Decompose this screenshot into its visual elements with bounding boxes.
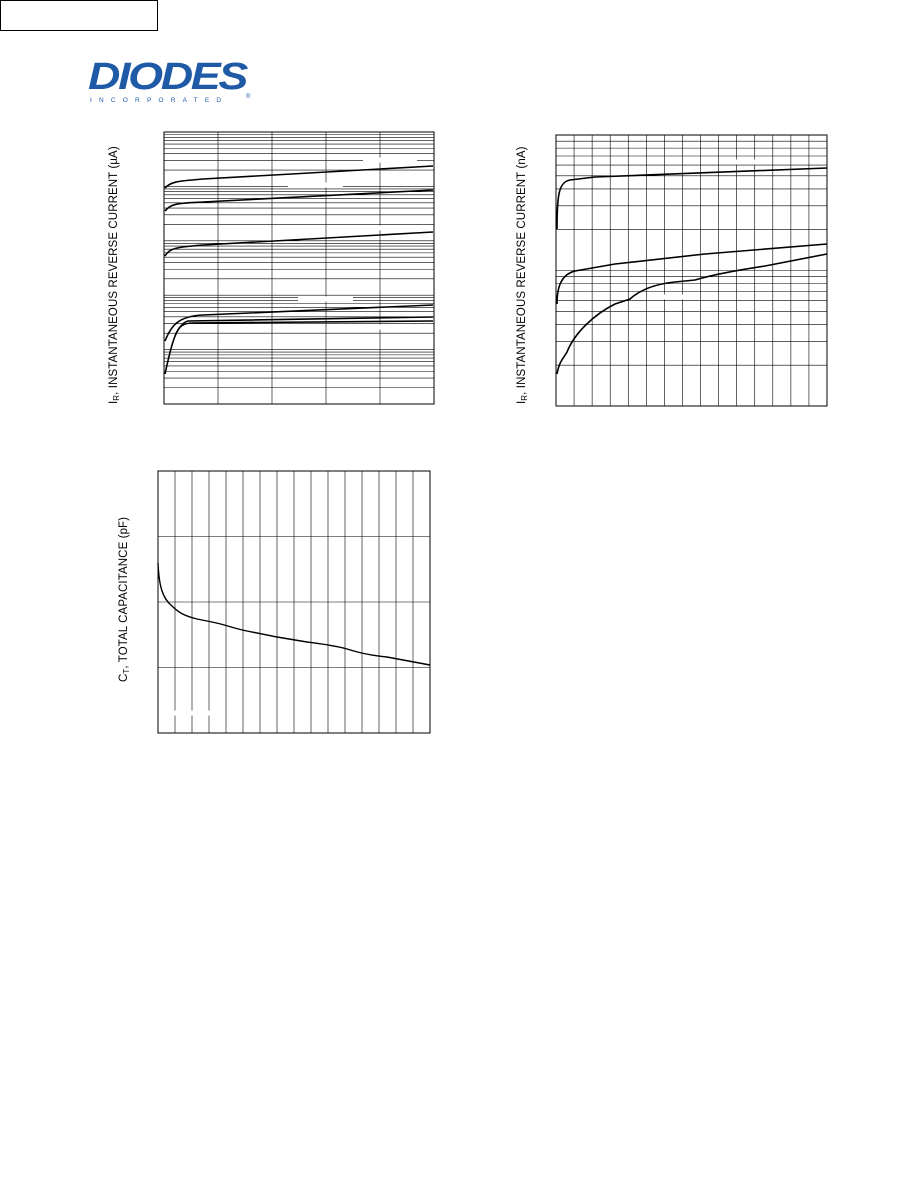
graph2-ylabel: $I_R$, INSTANTANEOUS REVERSE CURRENT (nA)	[516, 146, 529, 404]
registered-mark: ®	[246, 94, 251, 100]
diodes-logo	[88, 58, 253, 104]
part-number-box	[0, 0, 158, 31]
graph3-plot	[157, 470, 432, 735]
logo-text: DIODES	[88, 58, 248, 98]
logo-subtext: INCORPORATED	[90, 97, 229, 104]
graph1-ylabel: $I_R$, INSTANTANEOUS REVERSE CURRENT (µA)	[108, 146, 121, 404]
graph2-plot	[555, 134, 829, 407]
graph3-ylabel: $C_T$, TOTAL CAPACITANCE (pF)	[118, 516, 131, 682]
graph2-curve-3	[557, 254, 827, 374]
graph1-curve-3	[165, 232, 433, 256]
graph1-plot	[163, 131, 436, 406]
graph2-curve-1	[557, 168, 827, 229]
